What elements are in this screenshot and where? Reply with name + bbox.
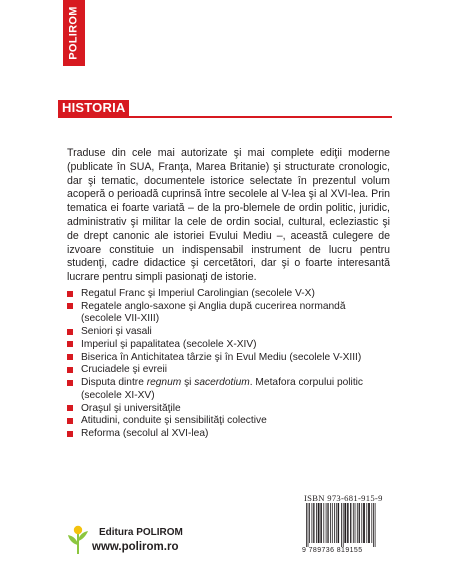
brand-tab-text: POLIROM [68,6,80,60]
contents-item-text: sacerdotium [194,377,250,389]
contents-item [67,415,387,428]
square-bullet-icon [67,380,73,386]
contents-item [67,377,387,402]
square-bullet-icon [67,329,73,335]
publisher-brand-tab [63,0,85,66]
contents-item-text: Disputa dintre [81,377,147,389]
isbn-label: ISBN 973-681-915-9 [304,493,383,503]
contents-item-text: . Metafora corpului politic (secolele XI-XV) [81,377,364,401]
contents-item-text: Regatele anglo-saxone şi Anglia după cucerirea normandă (secolele VII-XIII) [81,300,346,325]
contents-item-text: Regatul Franc şi Imperiul Carolingian (secolele V-X) [81,288,315,299]
contents-item [67,403,387,416]
contents-item-text: Biserica în Antichitatea târzie şi în Evul Mediu (secolele V-XIII) [81,351,362,363]
contents-item [67,326,387,339]
contents-item-text: Oraşul şi universităţile [81,402,181,414]
square-bullet-icon [67,303,73,309]
square-bullet-icon [67,418,73,424]
contents-item-text: şi [181,377,195,389]
contents-item-text: Cruciadele şi evreii [81,364,168,376]
contents-item-text: regnum [146,377,182,389]
contents-item [67,339,387,352]
series-title: HISTORIA [58,100,129,116]
contents-item-text: Seniori şi vasali [81,326,152,338]
contents-item-text: Atitudini, conduite şi sensibilităţi colective [81,415,267,427]
barcode [304,503,388,547]
publisher-name: Editura POLIROM [99,527,183,538]
contents-item-text: Imperiul şi papalitatea (secolele X-XIV) [81,338,257,350]
contents-list [67,288,387,441]
contents-item [67,352,387,365]
publisher-url: www.polirom.ro [92,541,179,553]
square-bullet-icon [67,341,73,347]
square-bullet-icon [67,431,73,437]
square-bullet-icon [67,405,73,411]
contents-item [67,364,387,377]
square-bullet-icon [67,354,73,360]
contents-item-text: Reforma (secolul al XVI-lea) [81,428,209,440]
contents-item [67,301,387,326]
barcode-digits: 9 789736 819155 [302,547,363,554]
square-bullet-icon [67,367,73,373]
book-description: Traduse din cele mai autorizate şi mai complete ediţii moderne (publicate în SUA, Franţa, Marea Britanie) şi structurate cronologic, dar şi tematic, documentele istorice selectate în prezentul volum acoperă o perioadă cuprinsă între secolele al V-lea şi al XVI-lea. Prin tematica ei foarte variată – de la pro-blemele de ordin politic, juridic, administrativ şi militar la cele de ordin social, cultural, ecleziastic şi de drept canonic ale istoriei Evului Mediu –, această culegere de izvoare constituie un indispensabil instrument de lucru pentru studenţi, cadre didactice şi cercetători, dar şi o foarte interesantă lucrare pentru simpli pasionaţi de istorie. [67,147,390,284]
title-rule [58,116,392,118]
square-bullet-icon [67,291,73,297]
contents-item [67,428,387,441]
contents-item [67,288,387,301]
publisher-logo-icon [67,525,89,555]
